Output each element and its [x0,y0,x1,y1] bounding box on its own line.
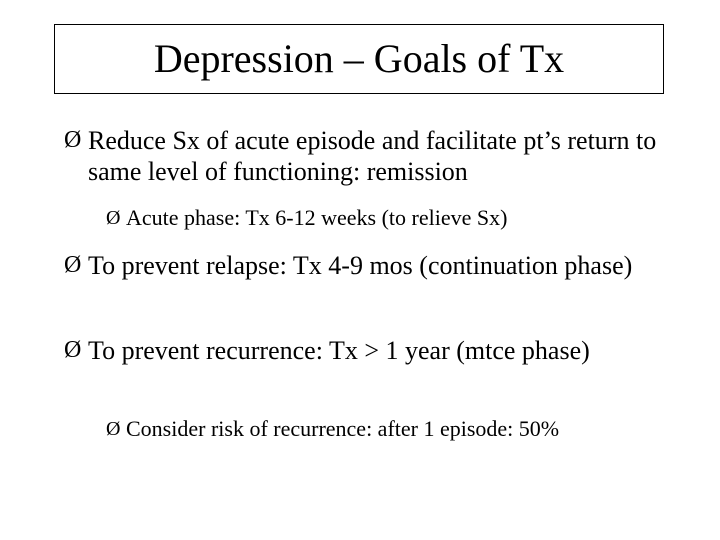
bullet-text: Reduce Sx of acute episode and facilitate pt’s return to same level of functioning: remission [88,126,657,186]
bullet-text: To prevent recurrence: Tx > 1 year (mtce phase) [88,336,590,365]
arrow-bullet-icon: Ø [64,252,82,278]
bullet-text: Acute phase: Tx 6-12 weeks (to relieve Sx) [126,205,508,230]
sub-bullet-acute-phase [106,205,686,231]
bullet-prevent-recurrence [64,335,704,366]
arrow-bullet-icon: Ø [106,418,121,440]
bullet-prevent-relapse [64,250,704,281]
arrow-bullet-icon: Ø [106,207,121,229]
slide-title: Depression – Goals of Tx [153,36,565,81]
sub-bullet-recurrence-risk [106,416,686,442]
bullet-text: Consider risk of recurrence: after 1 episode: 50% [126,416,560,441]
arrow-bullet-icon: Ø [64,337,82,363]
bullet-reduce-symptoms [64,125,704,187]
arrow-bullet-icon: Ø [64,127,82,153]
bullet-text: To prevent relapse: Tx 4-9 mos (continuation phase) [88,251,633,280]
